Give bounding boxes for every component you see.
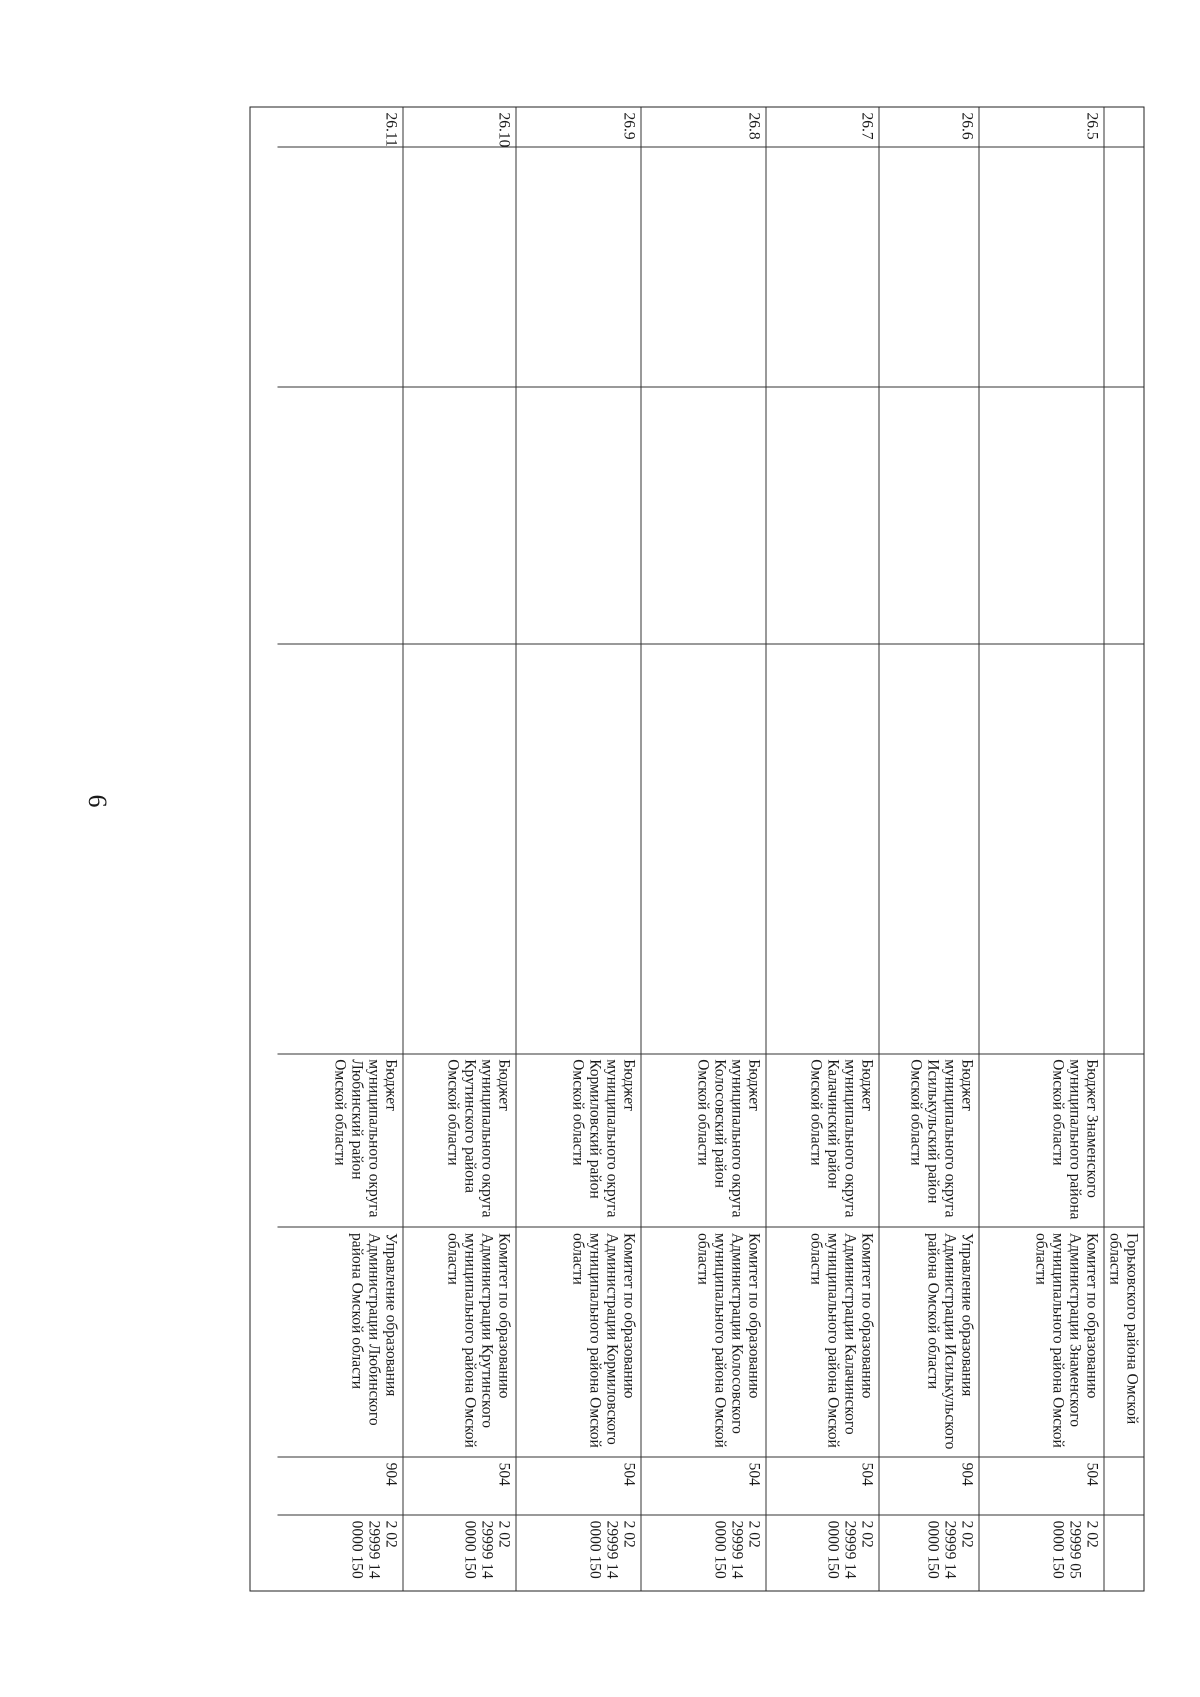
cell-col3: [642, 387, 766, 645]
cell-col4: [1105, 645, 1144, 1054]
cell-department: Комитет по образованию Администрации Колосовского муниципального района Омской области: [642, 1228, 766, 1458]
cell-income-code: 2 02 29999 14 0000 150: [711, 1520, 763, 1579]
table-row: [278, 108, 403, 1591]
cell-col2: [767, 147, 879, 387]
cell-col4: [278, 645, 403, 1054]
cell-col4: [880, 645, 979, 1054]
table-row: [516, 108, 641, 1591]
cell-num: 26.7: [767, 108, 879, 148]
table-row: [979, 108, 1104, 1591]
cell-income-code: 2 02 29999 14 0000 150: [824, 1520, 876, 1579]
table-row: [879, 108, 979, 1591]
cell-col4: [404, 645, 516, 1054]
cell-num: 26.9: [517, 108, 641, 148]
cell-department: Управление образования Администрации Исилькульского района Омской области: [880, 1228, 979, 1458]
budget-table: [250, 107, 1145, 1592]
cell-col2: [278, 147, 403, 387]
cell-admin-code: 504: [404, 1458, 516, 1516]
cell-income-code: 2 02 29999 14 0000 150: [348, 1520, 400, 1579]
cell-col2: [404, 147, 516, 387]
table-row: [641, 108, 766, 1591]
cell-col4: [642, 645, 766, 1054]
cell-num: 26.11: [278, 108, 403, 148]
cell-admin-code: 504: [642, 1458, 766, 1516]
cell-col3: [767, 387, 879, 645]
cell-admin-code: [1105, 1458, 1144, 1516]
cell-col3: [980, 387, 1104, 645]
cell-col2: [517, 147, 641, 387]
cell-income-code: 2 02 29999 14 0000 150: [924, 1520, 976, 1579]
cell-income-code: 2 02 29999 14 0000 150: [461, 1520, 513, 1579]
cell-col3: [880, 387, 979, 645]
cell-col2: [880, 147, 979, 387]
cell-col4: [517, 645, 641, 1054]
cell-budget: Бюджет муниципального округа Колосовский район Омской области: [642, 1054, 766, 1228]
cell-col4: [767, 645, 879, 1054]
cell-department: Горьковского района Омской области: [1105, 1228, 1144, 1458]
cell-num: 26.10: [404, 108, 516, 148]
cell-budget: Бюджет муниципального округа Кормиловский район Омской области: [517, 1054, 641, 1228]
cell-admin-code: 504: [767, 1458, 879, 1516]
cell-num: [1105, 108, 1144, 148]
cell-num: 26.8: [642, 108, 766, 148]
cell-col4: [980, 645, 1104, 1054]
cell-department: Комитет по образованию Администрации Знаменского муниципального района Омской области: [980, 1228, 1104, 1458]
cell-budget: Бюджет муниципального округа Исилькульский район Омской области: [880, 1054, 979, 1228]
cell-num: 26.6: [880, 108, 979, 148]
cell-num: 26.5: [980, 108, 1104, 148]
cell-budget: Бюджет Знаменского муниципального района Омской области: [980, 1054, 1104, 1228]
cell-department: Комитет по образованию Администрации Крутинского муниципального района Омской области: [404, 1228, 516, 1458]
cell-budget: Бюджет муниципального округа Калачинский район Омской области: [767, 1054, 879, 1228]
cell-department: Комитет по образованию Администрации Кормиловского муниципального района Омской области: [517, 1228, 641, 1458]
table-row-continuation: [1104, 108, 1144, 1591]
cell-budget: Бюджет муниципального округа Крутинского района Омской области: [404, 1054, 516, 1228]
cell-department: Управление образования Администрации Любинского района Омской области: [278, 1228, 403, 1458]
cell-admin-code: 504: [980, 1458, 1104, 1516]
cell-col3: [278, 387, 403, 645]
cell-col2: [642, 147, 766, 387]
page-number: 6: [83, 794, 112, 808]
cell-department: Комитет по образованию Администрации Калачинского муниципального района Омской области: [767, 1228, 879, 1458]
cell-budget: Бюджет муниципального округа Любинский район Омской области: [278, 1054, 403, 1228]
cell-income-code: [1105, 1516, 1144, 1591]
table-row: [766, 108, 879, 1591]
table-row: [403, 108, 516, 1591]
cell-income-code: 2 02 29999 14 0000 150: [586, 1520, 638, 1579]
cell-budget: [1105, 1054, 1144, 1228]
cell-admin-code: 904: [278, 1458, 403, 1516]
cell-col2: [1105, 147, 1144, 387]
cell-col2: [980, 147, 1104, 387]
cell-admin-code: 904: [880, 1458, 979, 1516]
cell-col3: [1105, 387, 1144, 645]
cell-col3: [517, 387, 641, 645]
cell-income-code: 2 02 29999 05 0000 150: [1049, 1520, 1101, 1579]
cell-col3: [404, 387, 516, 645]
cell-admin-code: 504: [517, 1458, 641, 1516]
